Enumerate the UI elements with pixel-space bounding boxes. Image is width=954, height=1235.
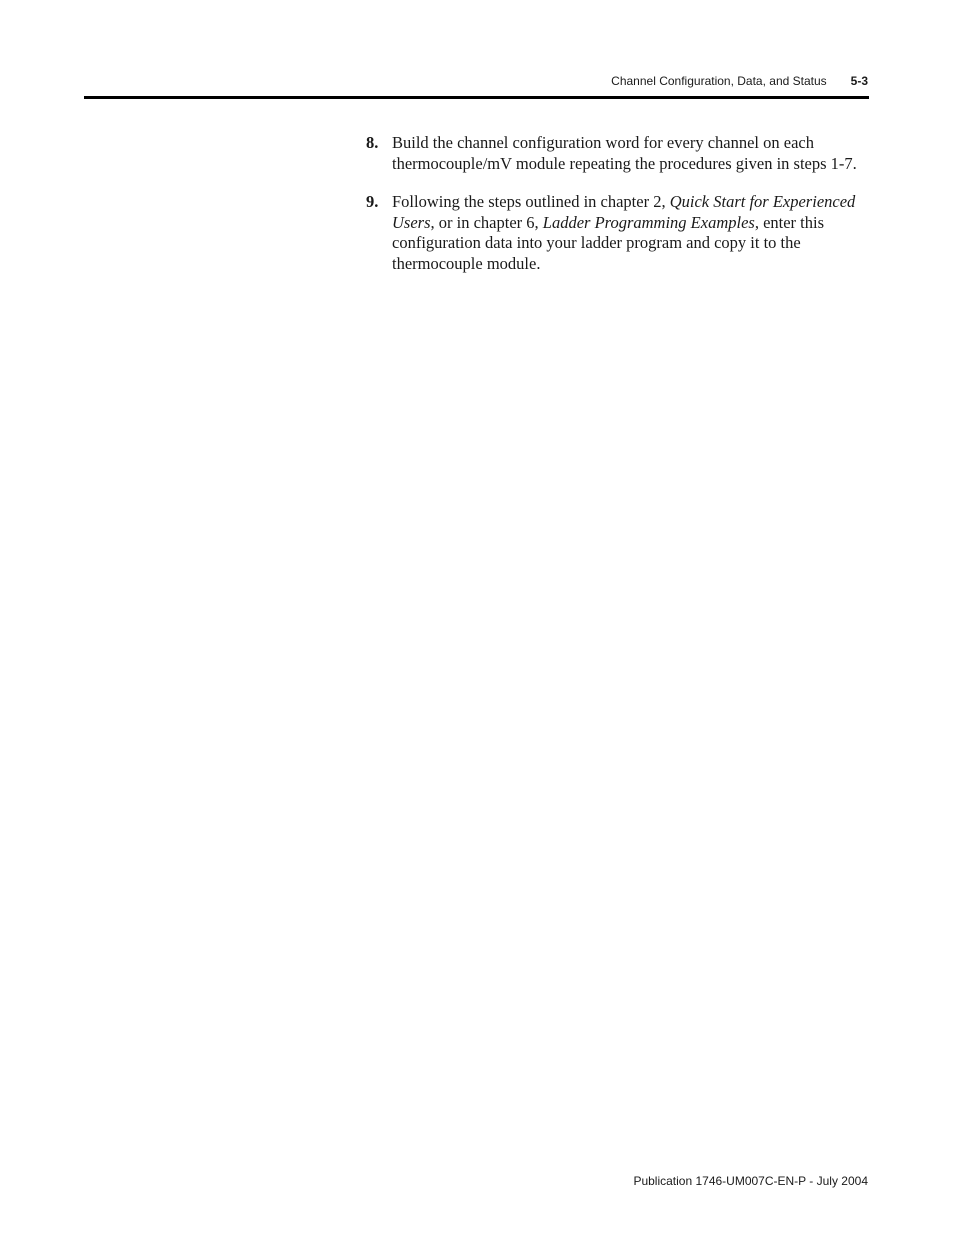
step-text-part: , enter this configuration data into your ladder program and copy it to the thermocouple module.	[392, 212, 825, 273]
step-9	[366, 192, 871, 274]
step-number: 9.	[366, 192, 379, 211]
step-text-part: Following the steps outlined in chapter 2,	[392, 192, 670, 211]
header-section-title: Channel Configuration, Data, and Status	[611, 74, 827, 88]
header-page-number: 5-3	[850, 74, 868, 88]
step-text-part: , or in chapter 6,	[430, 212, 543, 232]
procedure-steps	[366, 133, 871, 292]
step-text	[392, 192, 871, 274]
step-8	[366, 133, 871, 174]
running-header	[611, 74, 868, 88]
chapter-reference-quick-start: Quick Start for Experienced Users	[392, 192, 856, 232]
step-number: 8.	[366, 133, 379, 152]
step-text: Build the channel configuration word for every channel on each thermocouple/mV module repeating the procedures given in steps 1-7.	[392, 133, 857, 173]
chapter-reference-ladder-programming: Ladder Programming Examples	[542, 212, 755, 232]
publication-footer: Publication 1746-UM007C-EN-P - July 2004	[633, 1174, 868, 1188]
header-rule	[84, 96, 869, 99]
